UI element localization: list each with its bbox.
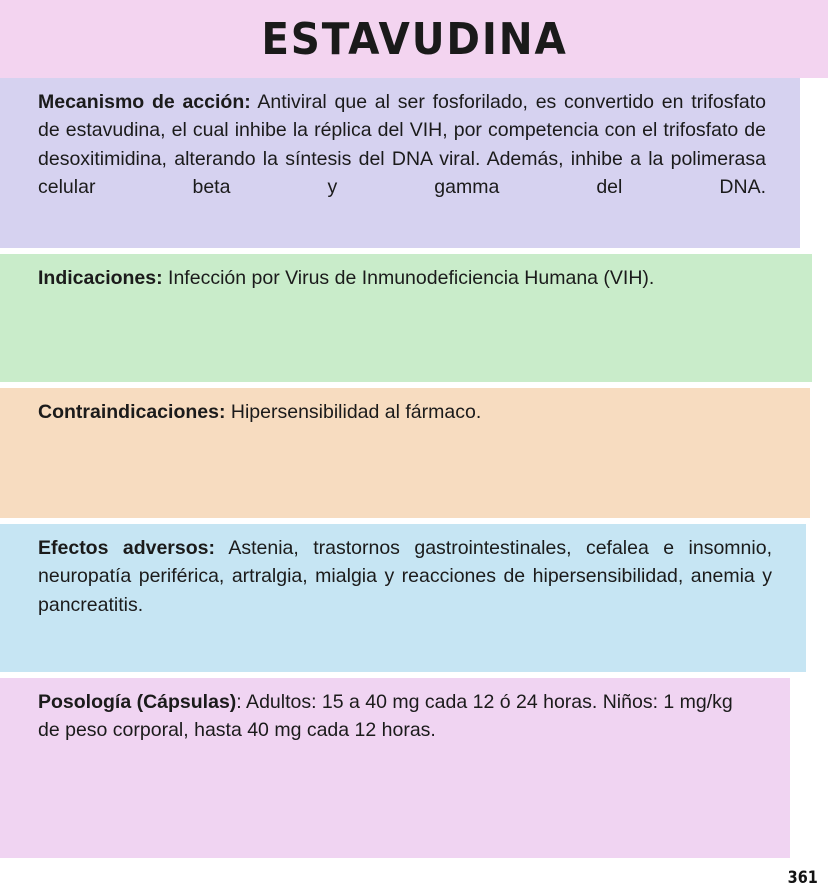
page-title-bar <box>0 0 828 78</box>
section-text-mecanismo: Antiviral que al ser fosforilado, es convertido en trifosfato de estavudina, el cual inhibe la réplica del VIH, por competencia con el trifosfato de desoxitimidina, alterando la síntesis del DNA viral. Además, inhibe a la polimerasa celular beta y gamma del DNA. <box>38 91 766 198</box>
page-number: 361 <box>787 868 818 888</box>
section-mecanismo-de-accion <box>0 78 800 248</box>
section-label-posologia: Posología (Cápsulas) <box>38 691 237 713</box>
section-label-contraindicaciones: Contraindicaciones: <box>38 401 226 423</box>
section-text-efectos-adversos: Astenia, trastornos gastrointestinales, cefalea e insomnio, neuropatía periférica, artralgia, mialgia y reacciones de hipersensibilidad, anemia y pancreatitis. <box>38 537 772 616</box>
section-text-posologia: : Adultos: 15 a 40 mg cada 12 ó 24 horas. Niños: 1 mg/kg de peso corporal, hasta 40 mg cada 12 horas. <box>38 691 733 742</box>
section-text-contraindicaciones: Hipersensibilidad al fármaco. <box>225 401 482 423</box>
section-indicaciones <box>0 254 812 382</box>
section-label-indicaciones: Indicaciones: <box>38 267 163 289</box>
section-efectos-adversos <box>0 524 806 672</box>
section-label-mecanismo: Mecanismo de acción: <box>38 91 251 113</box>
sections-container <box>0 78 828 858</box>
section-posologia <box>0 678 790 858</box>
section-text-indicaciones: Infección por Virus de Inmunodeficiencia Humana (VIH). <box>162 267 655 289</box>
page-title: ESTAVUDINA <box>260 13 568 65</box>
section-label-efectos-adversos: Efectos adversos: <box>38 537 215 559</box>
section-contraindicaciones <box>0 388 810 518</box>
